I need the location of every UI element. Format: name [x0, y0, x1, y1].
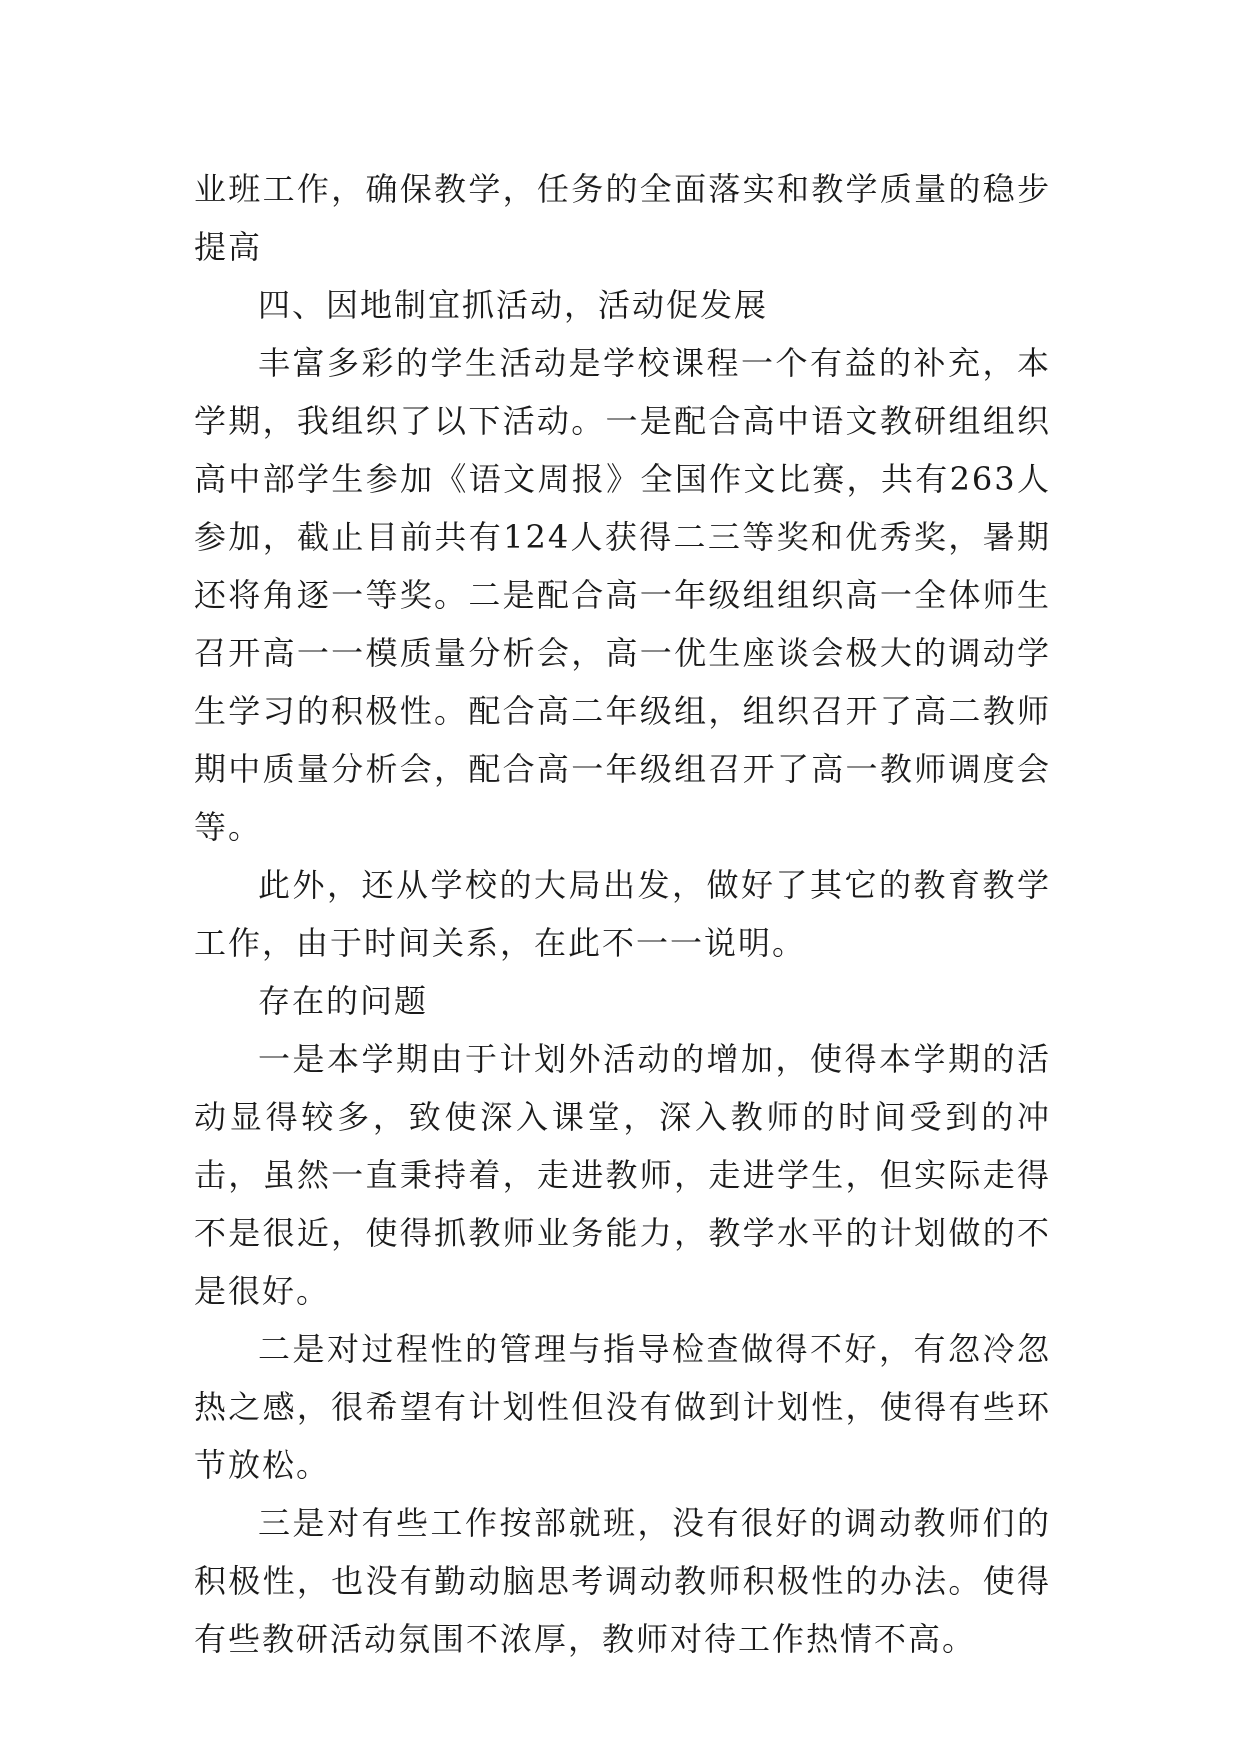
paragraph-activities: 丰富多彩的学生活动是学校课程一个有益的补充，本学期，我组织了以下活动。一是配合高中语文教研组组织高中部学生参加《语文周报》全国作文比赛，共有263人参加，截止目前共有124人获得二三等奖和优秀奖，暑期还将角逐一等奖。二是配合高一年级组组织高一全体师生召开高一一模质量分析会，高一优生座谈会极大的调动学生学习的积极性。配合高二年级组，组织召开了高二教师期中质量分析会，配合高一年级组召开了高一教师调度会等。 — [194, 344, 1051, 846]
paragraph-problem-one: 一是本学期由于计划外活动的增加，使得本学期的活动显得较多，致使深入课堂，深入教师的时间受到的冲击，虽然一直秉持着，走进教师，走进学生，但实际走得不是很近，使得抓教师业务能力，教学水平的计划做的不是很好。 — [194, 1040, 1051, 1310]
document-body — [194, 160, 1051, 1668]
paragraph-other-work: 此外，还从学校的大局出发，做好了其它的教育教学工作，由于时间关系，在此不一一说明。 — [194, 866, 1051, 962]
paragraph-continuation: 业班工作，确保教学，任务的全面落实和教学质量的稳步提高 — [194, 170, 1051, 266]
section-heading-activities: 四、因地制宜抓活动，活动促发展 — [258, 286, 769, 324]
section-heading-problems: 存在的问题 — [258, 982, 429, 1020]
paragraph-problem-two: 二是对过程性的管理与指导检查做得不好，有忽冷忽热之感，很希望有计划性但没有做到计划性，使得有些环节放松。 — [194, 1330, 1051, 1484]
paragraph-problem-three: 三是对有些工作按部就班，没有很好的调动教师们的积极性，也没有勤动脑思考调动教师积极性的办法。使得有些教研活动氛围不浓厚，教师对待工作热情不高。 — [194, 1504, 1051, 1658]
